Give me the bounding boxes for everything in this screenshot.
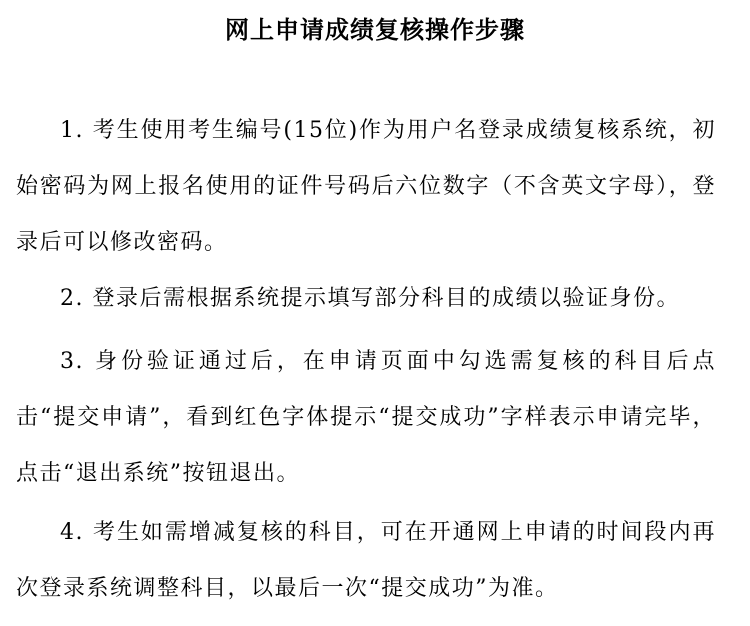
step-2-paragraph: 2. 登录后需根据系统提示填写部分科目的成绩以验证身份。 — [60, 286, 680, 311]
step-4-paragraph: 4. 考生如需增减复核的科目，可在开通网上申请的时间段内再次登录系统调整科目，以最后一次“提交成功”为准。 — [16, 520, 716, 601]
step-1-paragraph: 1. 考生使用考生编号(15位)作为用户名登录成绩复核系统，初始密码为网上报名使用的证件号码后六位数字（不含英文字母），登录后可以修改密码。 — [16, 118, 716, 255]
document-title: 网上申请成绩复核操作步骤 — [225, 15, 525, 44]
step-3-paragraph: 3. 身份验证通过后，在申请页面中勾选需复核的科目后点击“提交申请”，看到红色字体提示“提交成功”字样表示申请完毕，点击“退出系统”按钮退出。 — [16, 349, 716, 486]
